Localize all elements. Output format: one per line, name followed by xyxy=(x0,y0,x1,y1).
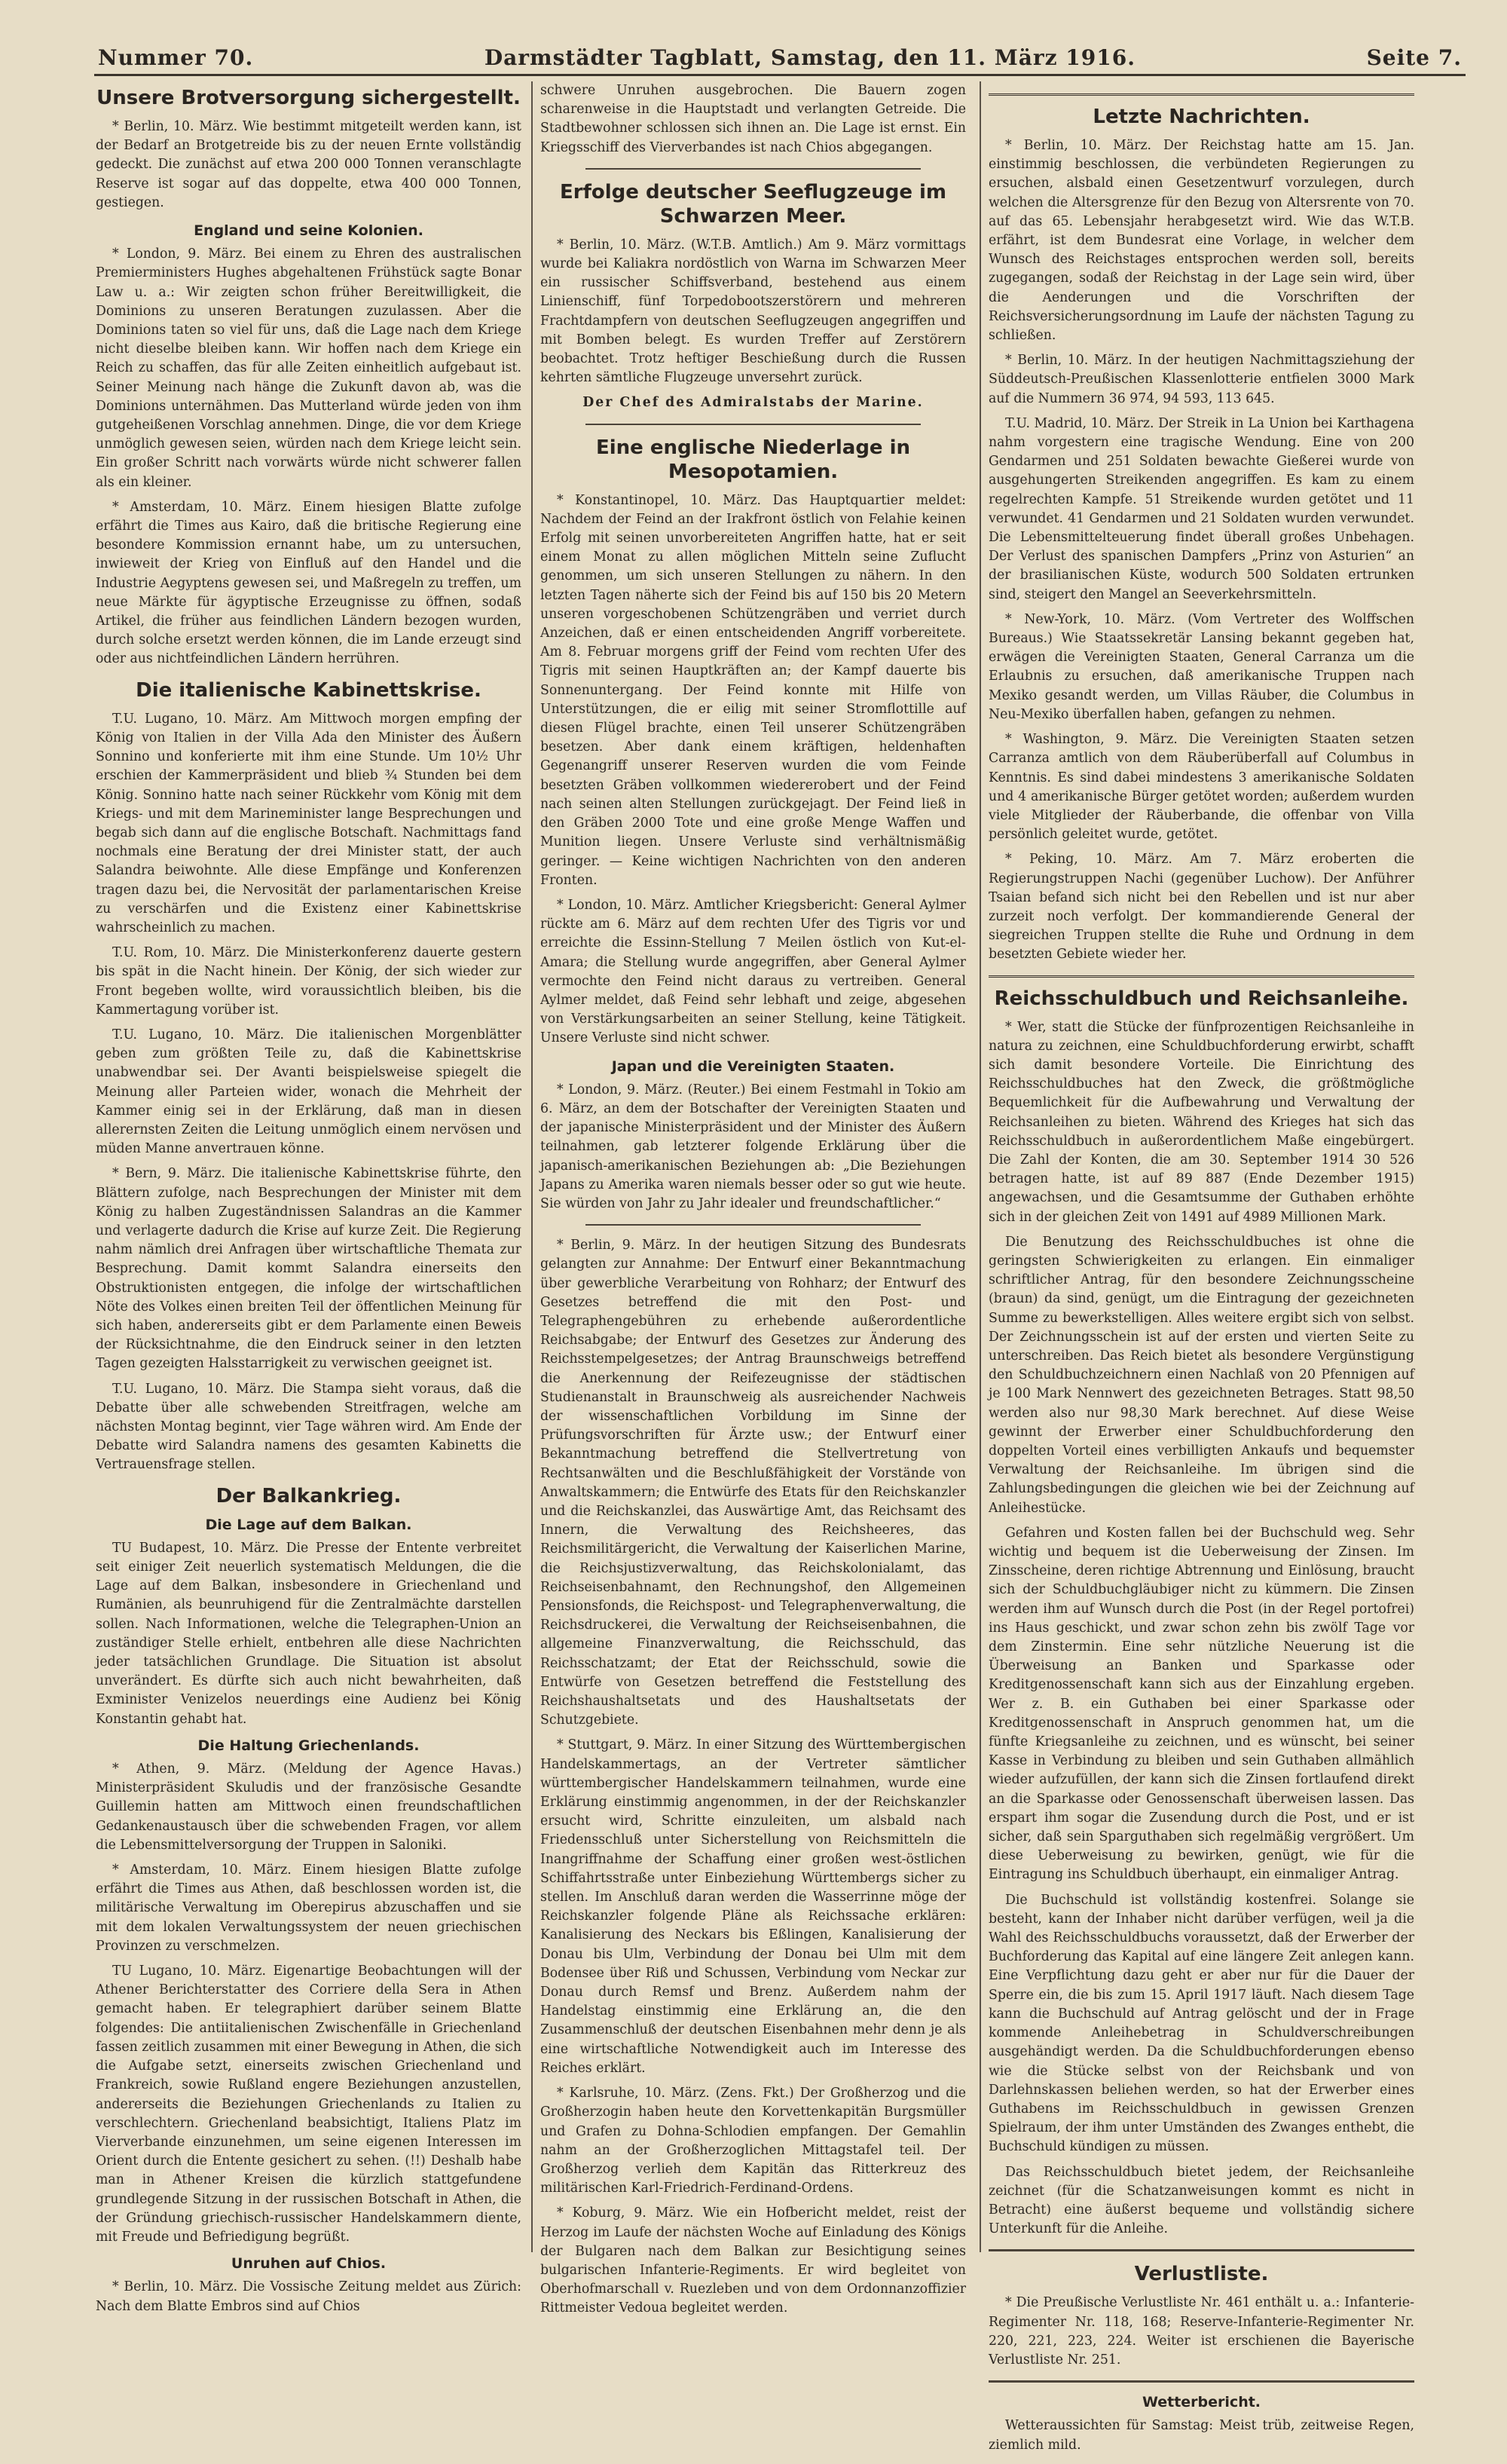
divider xyxy=(989,2380,1414,2383)
article-england-kolonien xyxy=(96,222,521,669)
paragraph: * Peking, 10. März. Am 7. März eroberten die Regierungstruppen Nachi (gegenüber Luchow). Der Anführer Tsaian befand sich nicht bei den Rebellen und ist nur aber zurzeit noch verfolgt. Der kommandierende General der siegreichen Truppen stellte die Ruhe und Ordnung in dem besetzten Gebiete wieder her. xyxy=(989,852,1414,963)
headline: Die italienische Kabinettskrise. xyxy=(136,678,481,702)
column-2 xyxy=(540,81,966,2328)
column-3 xyxy=(989,81,1414,2464)
headline: Erfolge deutscher Seeflugzeuge im Schwarzen Meer. xyxy=(559,180,947,228)
subheadline: Die Haltung Griechenlands. xyxy=(197,1737,420,1754)
paragraph: * Konstantinopel, 10. März. Das Hauptquartier meldet: Nachdem der Feind an der Irakfront östlich von Felahie keinen Erfolg mit seinen unvorbereiteten Angriffen hatte, hat er seit einem Monat zu allen möglichen Mitteln seine Zuflucht genommen, um sich unseren Stellungen zu nähern. In den letzten Tagen näherte sich der Feind bis auf 150 bis 20 Metern unseren vorgeschobenen Schützengräben und verriet durch Anzeichen, daß er einen entscheidenden Angriff vorbereitete. Am 8. Februar morgens griff der Feind vom rechten Ufer des Tigris mit seinen Hauptkräften an; der Kampf dauerte bis Sonnenuntergang. Der Feind konnte mit Hilfe von Unterstützungen, die er eilig mit seiner Stromflottille auf diesen Flügel brachte, einen Teil unserer Schützengräben besetzen. Aber dank einem kräftigen, heldenhaften Gegenangriff unserer Reserven wurden die vom Feinde besetzten Gräben vollkommen wiedererobert und der Feind nach seinen alten Stellungen zurückgejagt. Der Feind ließ in den Gräben 2000 Tote und eine große Menge Waffen und Munition liegen. Unsere Verluste sind verhältnismäßig geringer. — Keine wichtigen Nachrichten von den anderen Fronten. xyxy=(540,492,966,888)
article-brotversorgung xyxy=(96,86,521,213)
article-reichsschuldbuch xyxy=(989,987,1414,2239)
paragraph: T.U. Lugano, 10. März. Die italienischen Morgenblätter geben zum größten Teile zu, daß die Kabinettskrise unabwendbar sei. Der Avanti beispielsweise spiegelt die Meinung aller Parteien wider, wonach die Mehrheit der Kammer einig sei in der Erklärung, daß man in diesen allerernsten Zeiten die Leitung unmöglich einem nervösen und müden Manne anvertrauen könne. xyxy=(96,1027,521,1157)
paragraph: * London, 9. März. Bei einem zu Ehren des australischen Premierministers Hughes abgehaltenen Frühstück sagte Bonar Law u. a.: Wir zeigten schon früher Bereitwilligkeit, die Dominions zu unseren Beratungen zuzulassen. Aber die Dominions taten so viel für uns, daß die Lage nach dem Kriege nicht dieselbe bleiben kann. Wir hoffen nach dem Kriege ein Reich zu schaffen, das für alle Zeiten einheitlich aufgebaut ist. Seiner Meinung nach hänge die Zukunft davon ab, was die Dominions unternähmen. Das Mutterland würde jeden von ihm gutgeheißenen Vorschlag annehmen. Dinge, die vor dem Kriege unmöglich gewesen seien, würden nach dem Kriege leicht sein. Ein großer Schritt nach vorwärts würde nicht schwerer fallen als ein kleiner. xyxy=(96,246,521,490)
paragraph: * London, 10. März. Amtlicher Kriegsbericht: General Aylmer rückte am 6. März auf dem rechten Ufer des Tigris vor und erreichte die Essinn-Stellung 7 Meilen östlich von Kut-el-Amara; die Stellung wurde angegriffen, aber General Aylmer vermochte den Feind nicht daraus zu vertreiben. General Aylmer meldet, daß Feind sehr lebhaft und zeige, abgesehen von Verstärkungsarbeiten an seiner Stellung, keine Tätigkeit. Unsere Verluste sind nicht schwer. xyxy=(540,897,966,1046)
paragraph: Die Buchschuld ist vollständig kostenfrei. Solange sie besteht, kann der Inhaber nicht darüber verfügen, weil ja die Wahl des Reichsschuldbuchs voraussetzt, daß der Erwerber der Buchforderung das Kapital auf eine längere Zeit anlegen kann. Eine Verpflichtung dazu geht er aber nur für die Dauer der Sperre ein, die bis zum 15. April 1917 läuft. Nach diesem Tage kann die Buchschuld auf Antrag gelöscht und der in Frage kommende Anleihebetrag in Schuldverschreibungen ausgehändigt werden. Da die Schuldbuchforderungen ebenso wie die Stücke selbst von der Reichsbank und von Darlehnskassen beliehen werden, so hat der Erwerber eines Guthabens im Reichsschuldbuch in gewissen Grenzen Spielraum, der ihm unter Umständen des Zwanges enthebt, die Buchschuld kündigen zu müssen. xyxy=(989,1892,1414,2155)
subheadline: Unruhen auf Chios. xyxy=(231,2255,387,2273)
page-number: Seite 7. xyxy=(1366,44,1462,70)
headline: England und seine Kolonien. xyxy=(194,222,423,240)
article-verlustliste xyxy=(989,2262,1414,2370)
article-mesopotamien xyxy=(540,436,966,1048)
article-chios-continued xyxy=(540,81,966,158)
paragraph: TU Lugano, 10. März. Eigenartige Beobachtungen will der Athener Berichterstatter des Corriere della Sera in Athen gemacht haben. Er telegraphiert darüber seinem Blatte folgendes: Die antiitalienischen Zwischenfälle in Griechenland fassen zeitlich zusammen mit einer Bewegung in Athen, die sich die Aufgabe setzt, einerseits zwischen Griechenland und Frankreich, sowie Rußland engere Beziehungen anzustellen, andererseits die Beziehungen Griechenlands zu Italien zu verschlechtern. Griechenland beabsichtigt, Italiens Platz im Vierverbande einzunehmen, um seine eigenen Interessen im Orient durch die Entente gesichert zu sehen. (!!) Deshalb habe man in Athener Kreisen die kürzlich stattgefundene grundlegende Sitzung in der russischen Botschaft in Athen, die der Gründung griechisch-russischer Handelskammern diente, mit Freude und Befriedigung begrüßt. xyxy=(96,1964,521,2245)
headline: Unsere Brotversorgung sichergestellt. xyxy=(96,87,521,109)
page-header xyxy=(98,44,1462,71)
paragraph: Das Reichsschuldbuch bietet jedem, der Reichsanleihe zeichnet (für die Schatzanweisungen kommt es nicht in Betracht) eine äußerst bequeme und vollständig sichere Unterkunft für die Anleihe. xyxy=(989,2164,1414,2237)
headline: Wetterbericht. xyxy=(1142,2394,1261,2411)
paragraph: T.U. Lugano, 10. März. Die Stampa sieht voraus, daß die Debatte über alle schwebenden Streitfragen, welche am nächsten Montag beginnt, vier Tage währen wird. Am Ende der Debatte wird Salandra namens des gesamten Kabinetts die Vertrauensfrage stellen. xyxy=(96,1381,521,1473)
divider xyxy=(989,2249,1414,2251)
paragraph: Die Benutzung des Reichsschuldbuches ist ohne die geringsten Schwierigkeiten zu erlangen. Ein einmaliger schriftlicher Antrag, für den besondere Zeichnungsscheine (braun) da sind, genügt, um die Eintragung der gezeichneten Summe zu bewerkstelligen. Alles weitere ergibt sich von selbst. Der Zeichnungsschein ist auf der ersten und vierten Seite zu unterschreiben. Das Reich bietet als besondere Vergünstigung den Schuldbuchzeichnern einen Nachlaß von 20 Pfennigen auf je 100 Mark Nennwert des gezeichneten Betrages. Statt 98,50 werden also nur 98,30 Mark berechnet. Auf diese Weise gewinnt der Erwerber einer Schuldbuchforderung den doppelten Vorteil eines verbilligten Ankaufs und bequemster Verwaltung der Reichsanleihe. Im übrigen sind die Zahlungsbedingungen die gleichen wie bei der Zeichnung auf Anleihestücke. xyxy=(989,1234,1414,1516)
article-letzte-nachrichten xyxy=(989,93,1414,978)
paragraph: * Stuttgart, 9. März. In einer Sitzung des Württembergischen Handelskammertags, an der Vertreter sämtlicher württembergischer Handelskammern teilnahmen, wurde eine Erklärung einstimmig angenommen, in der der Reichskanzler ersucht wird, Schritte einzuleiten, um alsbald nach Friedensschluß unter Sicherstellung von Reichsmitteln die Inangriffnahme der Schaffung einer großen west-östlichen Schiffahrtsstraße unter Einbeziehung Württembergs sicher zu stellen. Im Anschluß daran werden die Wasserrinne möge der Reichskanzler folgende Pläne als Reichssache erklären: Kanalisierung des Neckars bis Eßlingen, Kanalisierung der Donau bis Ulm, Verbindung der Donau bei Ulm mit dem Bodensee über Riß und Schussen, Verbindung vom Neckar zur Donau durch Remsf und Brenz. Außerdem nahm der Handelstag einstimmig eine Erklärung an, die den Zusammenschluß der deutschen Eisenbahnen mehr denn je als eine wirtschaftliche Notwendigkeit auch im Interesse des Reiches erklärt. xyxy=(540,1737,966,2076)
paragraph: Gefahren und Kosten fallen bei der Buchschuld weg. Sehr wichtig und bequem ist die Ueberweisung der Zinsen. Im Zinsscheine, deren richtige Abtrennung und Einlösung, braucht sich der Schuldbuchgläubiger nicht zu kümmern. Die Zinsen werden ihm auf Wunsch durch die Post (in der Regel portofrei) ins Haus geschickt, und zwar schon zehn bis zwölf Tage vor dem Zinstermin. Eine sehr nützliche Neuerung ist die Überweisung an Banken und Sparkasse oder Kreditgenossenschaft kann sich aus der Einzahlung ergeben. Wer z. B. ein Guthaben bei einer Sparkasse oder Kreditgenossenschaft in Anspruch genommen hat, um die fünfte Kriegsanleihe zu zeichnen, und es wünscht, bei seiner Kasse in Verbindung zu bleiben und sein Guthaben allmählich wieder aufzufüllen, der kann sich die Zinsen fortlaufend direkt an die Sparkasse oder Genossenschaft überweisen lassen. Das erspart ihm sogar die Zusendung durch die Post, und er ist sicher, daß sein Sparguthaben sich regelmäßig vergrößert. Um diese Ueberweisung zu bewirken, genügt, wie für die Eintragung ins Schuldbuch überhaupt, ein einmaliger Antrag. xyxy=(989,1525,1414,1883)
paragraph: * Berlin, 10. März. Der Reichstag hatte am 15. Jan. einstimmig beschlossen, die verbündeten Regierungen zu ersuchen, alsbald einen Gesetzentwurf vorzulegen, durch welchen die Altersgrenze für den Bezug von Altersrente von 70. auf das 65. Lebensjahr herabgesetzt wird. Wie das W.T.B. erfährt, ist dem Bundesrat eine Vorlage, in welcher dem Wunsch des Reichstages entsprochen werden soll, bereits zugegangen, sodaß der Reichstag in der Lage sein wird, über die Aenderungen und die Vorschriften der Reichsversicherungsordnung im Laufe der nächsten Tagung zu schließen. xyxy=(989,138,1414,344)
article-balkankrieg xyxy=(96,1484,521,2316)
article-japan-usa xyxy=(540,1058,966,1214)
headline: Japan und die Vereinigten Staaten. xyxy=(611,1058,895,1075)
paragraph: * Koburg, 9. März. Wie ein Hofbericht meldet, reist der Herzog im Laufe der nächsten Woche auf Einladung des Königs der Bulgaren nach dem Balkan zur Besichtigung seines bulgarischen Infanterie-Regiments. Er wird begleitet von Oberhofmarschall v. Ruezleben und von dem Ordonnanzoffizier Rittmeister Vedoua begleitet werden. xyxy=(540,2205,966,2316)
headline: Verlustliste. xyxy=(1134,2263,1269,2286)
paragraph: Wetteraussichten für Samstag: Meist trüb, zeitweise Regen, ziemlich mild. xyxy=(989,2418,1414,2453)
divider xyxy=(585,168,921,170)
header-rule xyxy=(94,74,1466,76)
paragraph: TU Budapest, 10. März. Die Presse der Entente verbreitet seit einiger Zeit neuerlich systematisch Meldungen, die die Lage auf dem Balkan, insbesondere in Griechenland und Rumänien, als beunruhigend für die Zentralmächte darstellen sollen. Nach Informationen, welche die Telegraphen-Union an zuständiger Stelle erhielt, entbehren alle diese Nachrichten jeder tatsächlichen Grundlage. Die Situation ist absolut unverändert. Es dürfte sich auch nicht bewahrheiten, daß Exminister Venizelos neuerdings eine Audienz bei König Konstantin gehabt hat. xyxy=(96,1540,521,1727)
paragraph: * New-York, 10. März. (Vom Vertreter des Wolffschen Bureaus.) Wie Staatssekretär Lansing bekannt gegeben hat, erwägen die Vereinigten Staaten, General Carranza um die Erlaubnis zu ersuchen, daß amerikanische Truppen nach Mexiko gesandt werden, um Villas Räuber, die Columbus in Neu-Mexiko überfallen haben, gefangen zu nehmen. xyxy=(989,611,1414,722)
column-divider xyxy=(980,81,981,2252)
paragraph: T.U. Madrid, 10. März. Der Streik in La Union bei Karthagena nahm vorgestern eine tragische Wendung. Eine von 200 Gendarmen und 251 Soldaten bewachte Gießerei wurde von ausgehungerten Streikenden angegriffen. Es kam zu einem regelrechten Kampfe. 51 Streikende wurden getötet und 11 verwundet. 41 Gendarmen und 21 Soldaten wurden verwundet. Die Lebensmittelteuerung findet überall großes Unbehagen. Der Verlust des spanischen Dampfers „Prinz von Asturien“ an der brasilianischen Küste, wodurch 500 Soldaten ertrunken sind, steigert den Mangel an Seeverkehrsmitteln. xyxy=(989,415,1414,602)
paragraph: * Die Preußische Verlustliste Nr. 461 enthält u. a.: Infanterie-Regimenter Nr. 118, 168; Reserve-Infanterie-Regimenter Nr. 220, 221, 223, 224. Weiter ist erschienen die Bayerische Verlustliste Nr. 251. xyxy=(989,2295,1414,2368)
paragraph: * Washington, 9. März. Die Vereinigten Staaten setzen Carranza amtlich von dem Räuberüberfall auf Columbus in Kenntnis. Es sind dabei mindestens 3 amerikanische Soldaten und 4 amerikanische Bürger getötet worden; außerdem wurden viele Mitglieder der Räuberbande, die offenbar von Villa persönlich geleitet wurde, getötet. xyxy=(989,732,1414,843)
article-bundesrat xyxy=(540,1236,966,2318)
issue-number: Nummer 70. xyxy=(98,44,254,70)
paragraph: T.U. Rom, 10. März. Die Ministerkonferenz dauerte gestern bis spät in die Nacht hinein. Der König, der sich wieder zur Front begeben wollte, wird voraussichtlich bleiben, bis die Kammertagung vorüber ist. xyxy=(96,945,521,1018)
paragraph: * London, 9. März. (Reuter.) Bei einem Festmahl in Tokio am 6. März, an dem der Botschafter der Vereinigten Staaten und der japanische Ministerpräsident und der Minister des Äußern teilnahmen, gab letzterer folgende Erklärung über die japanisch-amerikanischen Beziehungen ab: „Die Beziehungen Japans zu Amerika waren niemals besser oder so gut wie heute. Sie würden von Jahr zu Jahr idealer und freundschaftlicher.“ xyxy=(540,1082,966,1211)
article-seeflugzeuge xyxy=(540,180,966,413)
paragraph: * Amsterdam, 10. März. Einem hiesigen Blatte zufolge erfährt die Times aus Athen, daß beschlossen worden ist, die militärische Verwaltung im Oberepirus abzuschaffen und sie mit dem lokalen Verwaltungssystem der neuen griechischen Provinzen zu verschmelzen. xyxy=(96,1863,521,1954)
article-kabinettskrise xyxy=(96,678,521,1475)
headline: Reichsschuldbuch und Reichsanleihe. xyxy=(994,987,1409,1010)
paragraph: T.U. Lugano, 10. März. Am Mittwoch morgen empfing der König von Italien in der Villa Ada den Minister des Äußern Sonnino und konferierte mit ihm eine Stunde. Um 10½ Uhr erschien der Kammerpräsident und blieb ¾ Stunden bei dem König. Sonnino hatte nach seiner Rückkehr vom König mit dem Kriegs- und mit dem Marineminister lange Besprechungen und begab sich dann auf die englische Botschaft. Nachmittags fand nochmals eine Beratung der drei Minister statt, der auch Salandra beiwohnte. Alle diese Empfänge und Konferenzen tragen dazu bei, die Nervosität der parlamentarischen Kreise zu verschärfen und die Existenz einer Kabinettskrise wahrscheinlich zu machen. xyxy=(96,711,521,935)
subheadline: Die Lage auf dem Balkan. xyxy=(205,1516,412,1533)
headline: Der Balkankrieg. xyxy=(216,1484,402,1507)
divider xyxy=(585,1224,921,1226)
paragraph: * Berlin, 9. März. In der heutigen Sitzung des Bundesrats gelangten zur Annahme: Der Entwurf einer Bekanntmachung über gewerbliche Verarbeitung von Rohharz; der Entwurf des Gesetzes betreffend die mit den Post- und Telegraphengebühren zu erhebende außerordentliche Reichsabgabe; der Entwurf des Gesetzes zur Änderung des Reichsstempelgesetzes; der Antrag Braunschweigs betreffend die Anerkennung der Reifezeugnisse der städtischen Studienanstalt in Braunschweig als ausreichender Nachweis der wissenschaftlichen Vorbildung im Sinne der Prüfungsvorschriften für Ärzte usw.; der Entwurf einer Bekanntmachung betreffend die Stellvertretung von Rechtsanwälten und die Beschlußfähigkeit der Vorstände von Anwaltskammern; die Entwürfe des Etats für den Reichskanzler und die Reichskanzlei, das Auswärtige Amt, das Reichsamt des Innern, die Verwaltung des Reichsheeres, das Reichsmilitärgericht, die Verwaltung der Kaiserlichen Marine, die Reichsjustizverwaltung, das Reichskolonialamt, das Reichseisenbahnamt, den Rechnungshof, den Allgemeinen Pensionsfonds, die Reichspost- und Telegraphenverwaltung, die Reichsdruckerei, die Verwaltung der Reichseisenbahnen, die allgemeine Finanzverwaltung, die Reichsschuld, das Reichsschatzamt; der Etat der Reichsschuld, sowie die Entwürfe von Gesetzen betreffend die Feststellung des Reichshaushaltsetats und des Haushaltsetats der Schutzgebiete. xyxy=(540,1238,966,1728)
paragraph: * Berlin, 10. März. Wie bestimmt mitgeteilt werden kann, ist der Bedarf an Brotgetreide bis zu der neuen Ernte vollständig gedeckt. Die zunächst auf etwa 200 000 Tonnen veranschlagte Reserve ist sogar auf das doppelte, etwa 400 000 Tonnen, gestiegen. xyxy=(96,119,521,210)
headline: Letzte Nachrichten. xyxy=(1093,106,1310,128)
column-divider xyxy=(531,81,533,2252)
headline: Eine englische Niederlage in Mesopotamien. xyxy=(595,436,911,483)
paragraph: * Karlsruhe, 10. März. (Zens. Fkt.) Der Großherzog und die Großherzogin haben heute den Korvettenkapitän Burgsmüller und Grafen zu Dohna-Schlodien empfangen. Der Gemahlin nahm an der Großherzoglichen Mittagstafel teil. Der Großherzog verlieh dem Kapitän das Ritterkreuz des militärischen Karl-Friedrich-Ferdinand-Ordens. xyxy=(540,2086,966,2196)
paragraph: schwere Unruhen ausgebrochen. Die Bauern zogen scharenweise in die Hauptstadt und verlangten Getreide. Die Stadtbewohner schlossen sich ihnen an. Die Lage ist ernst. Ein Kriegsschiff des Vierverbandes ist nach Chios abgegangen. xyxy=(540,83,966,155)
paragraph: * Berlin, 10. März. In der heutigen Nachmittagsziehung der Süddeutsch-Preußischen Klassenlotterie entfielen 3000 Mark auf die Nummern 36 974, 94 593, 113 645. xyxy=(989,353,1414,406)
signature-line: Der Chef des Admiralstabs der Marine. xyxy=(582,395,924,411)
paragraph: * Amsterdam, 10. März. Einem hiesigen Blatte zufolge erfährt die Times aus Kairo, daß die britische Regierung eine besondere Kommission ernannt habe, um zu untersuchen, inwieweit der Krieg von Einfluß auf den Handel und die Industrie Aegyptens gewesen sei, und Maßregeln zu treffen, um neue Märkte für ägyptische Erzeugnisse zu öffnen, sodaß Artikel, die früher aus feindlichen Ländern bezogen wurden, durch solche ersetzt werden können, die im Lande erzeugt sind oder aus nichtfeindlichen Ländern herrühren. xyxy=(96,499,521,667)
divider xyxy=(585,424,921,425)
paragraph: * Berlin, 10. März. Die Vossische Zeitung meldet aus Zürich: Nach dem Blatte Embros sind auf Chios xyxy=(96,2279,521,2314)
masthead: Darmstädter Tagblatt, Samstag, den 11. März 1916. xyxy=(484,44,1136,70)
paragraph: * Wer, statt die Stücke der fünfprozentigen Reichsanleihe in natura zu zeichnen, eine Schuldbuchforderung erwirbt, schafft sich damit besondere Vorteile. Die Einrichtung des Reichsschuldbuches hat den Zweck, die größtmögliche Bequemlichkeit für die Aufbewahrung und Verwaltung der Reichsanleihen zu bieten. Während des Krieges hat sich das Reichsschuldbuch in außerordentlichem Maße eingebürgert. Die Zahl der Konten, die am 30. September 1914 30 526 betragen hatte, ist auf 89 887 (Ende Dezember 1915) angewachsen, und die Gesamtsumme der Guthaben erhöhte sich in der gleichen Zeit von 1491 auf 4989 Millionen Mark. xyxy=(989,1019,1414,1225)
paragraph: * Athen, 9. März. (Meldung der Agence Havas.) Ministerpräsident Skuludis und der französische Gesandte Guillemin hatten am Mittwoch einen freundschaftlichen Gedankenaustausch über die schwebenden Fragen, vor allem die Lebensmittelversorgung der Truppen in Saloniki. xyxy=(96,1762,521,1853)
paragraph: * Bern, 9. März. Die italienische Kabinettskrise führte, den Blättern zufolge, nach Besprechungen der Minister mit dem König zu halben Zugeständnissen Salandras an die Kammer und verlagerte dadurch die Krise auf kurze Zeit. Die Regierung nahm nämlich drei Anfragen über wirtschaftliche Themata zur Besprechung. Damit kommt Salandra einerseits den Obstruktionisten entgegen, die infolge der wirtschaftlichen Nöte des Volkes einen breiten Teil der öffentlichen Meinung für sich haben, andererseits gibt er dem Parlamente einen Beweis der Rücksichtnahme, die den Eindruck seiner in den letzten Tagen gezeigten Halsstarrigkeit zu verwischen geeignet ist. xyxy=(96,1166,521,1372)
article-wetterbericht xyxy=(989,2393,1414,2455)
paragraph: * Berlin, 10. März. (W.T.B. Amtlich.) Am 9. März vormittags wurde bei Kaliakra nordöstlich von Warna im Schwarzen Meer ein russischer Schiffsverband, bestehend aus einem Linienschiff, fünf Torpedobootszerstörern und mehreren Frachtdampfern von deutschen Seeflugzeugen angegriffen und mit Bomben belegt. Es wurden Treffer auf Zerstörern beobachtet. Trotz heftiger Beschießung durch die Russen kehrten sämtliche Flugzeuge unversehrt zurück. xyxy=(540,237,966,386)
column-1 xyxy=(96,81,521,2325)
